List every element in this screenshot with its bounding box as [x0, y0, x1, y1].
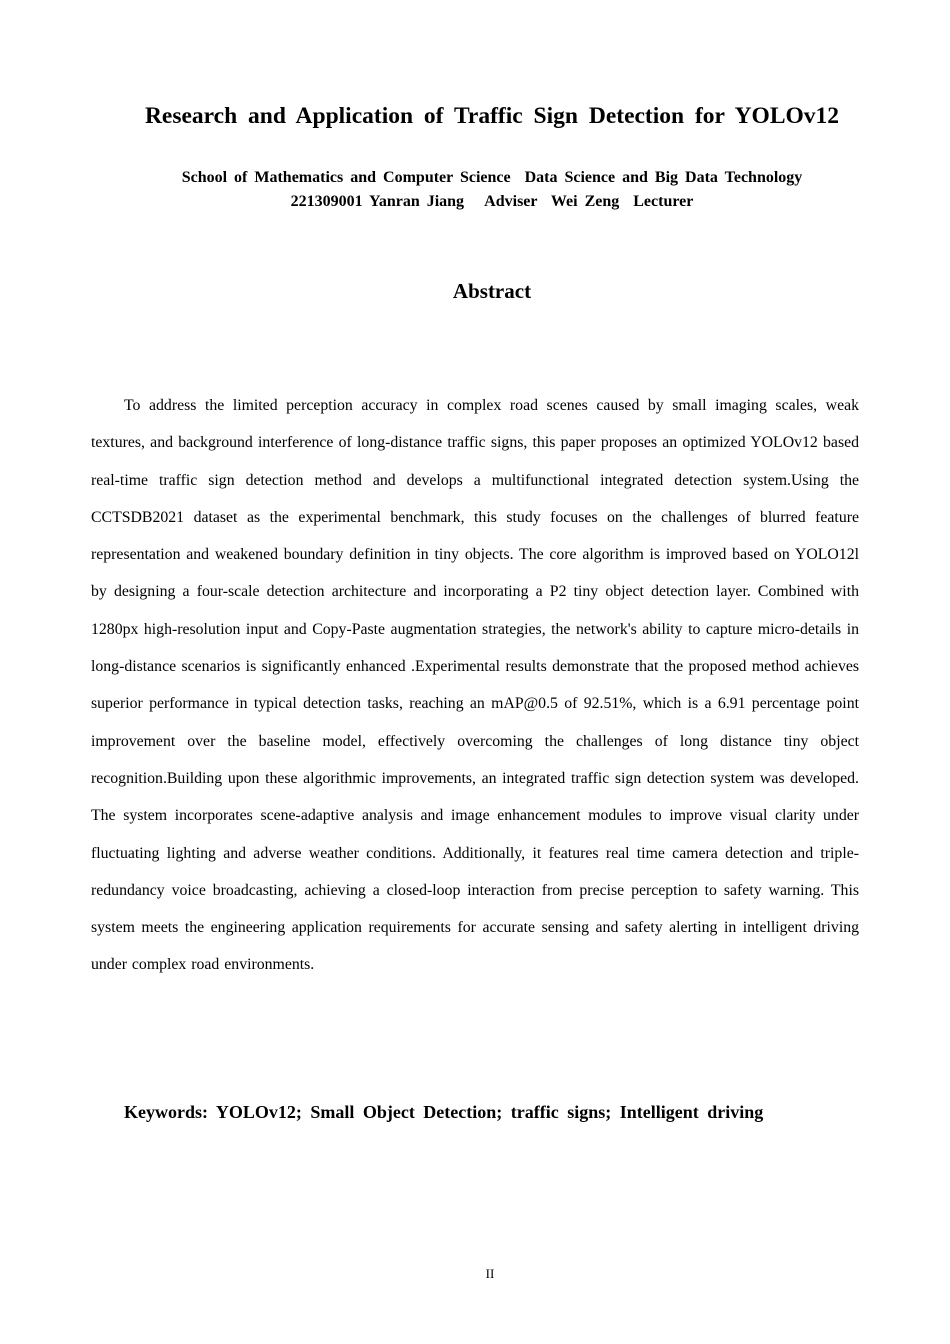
abstract-body: To address the limited perception accuracy in complex road scenes caused by small imaging scales, weak textures, and background interference of long-distance traffic signs, this paper proposes an optimized YOLOv12 based real-time traffic sign detection method and develops a multifunctional integrated detection system.Using the CCTSDB2021 dataset as the experimental benchmark, this study focuses on the challenges of blurred feature representation and weakened boundary definition in tiny objects. The core algorithm is improved based on YOLO12l by designing a four-scale detection architecture and incorporating a P2 tiny object detection layer. Combined with 1280px high-resolution input and Copy-Paste augmentation strategies, the network's ability to capture micro-details in long-distance scenarios is significantly enhanced .Experimental results demonstrate that the proposed method achieves superior performance in typical detection tasks, reaching an mAP@0.5 of 92.51%, which is a 6.91 percentage point improvement over the baseline model, effectively overcoming the challenges of long distance tiny object recognition.Building upon these algorithmic improvements, an integrated traffic sign detection system was developed. The system incorporates scene-adaptive analysis and image enhancement modules to improve visual clarity under fluctuating lighting and adverse weather conditions. Additionally, it features real time camera detection and triple-redundancy voice broadcasting, achieving a closed-loop interaction from precise perception to safety warning. This system meets the engineering application requirements for accurate sensing and safety alerting in intelligent driving under complex road environments.	[91, 397, 859, 974]
paper-title: Research and Application of Traffic Sign Detection for YOLOv12	[144, 103, 840, 129]
author-line: 221309001 Yanran Jiang Adviser Wei Zeng Lecturer	[290, 193, 694, 210]
abstract-heading: Abstract	[452, 279, 532, 303]
page-number: II	[485, 1266, 495, 1281]
keywords-line: Keywords: YOLOv12; Small Object Detection; traffic signs; Intelligent driving	[124, 1102, 764, 1122]
affiliation-line: School of Mathematics and Computer Science Data Science and Big Data Technology	[181, 169, 803, 186]
